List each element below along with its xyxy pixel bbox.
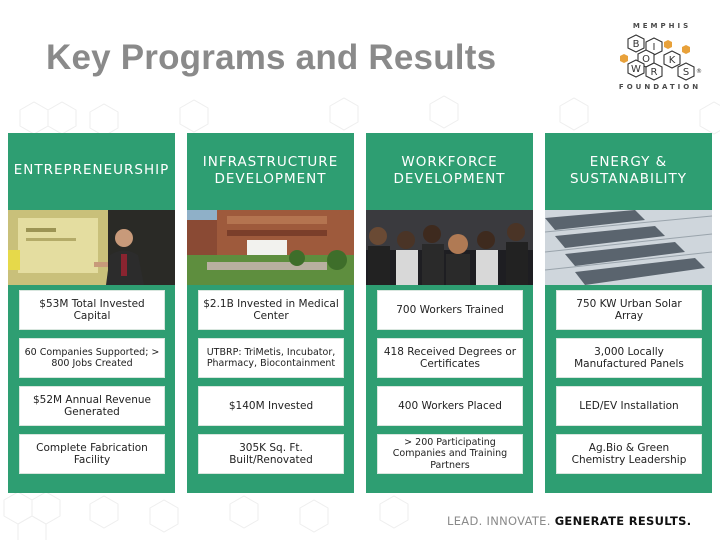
program-column-energy bbox=[545, 133, 712, 493]
result-cell: > 200 Participating Companies and Training Partners bbox=[377, 434, 523, 474]
logo-top-text: MEMPHIS bbox=[632, 22, 692, 30]
logo-letter: K bbox=[668, 55, 676, 66]
column-heading: ENTREPRENEURSHIP bbox=[13, 162, 170, 178]
logo-letter: S bbox=[682, 67, 690, 78]
logo-bottom-text: FOUNDATION bbox=[618, 83, 702, 91]
column-heading: INFRASTRUCTURE DEVELOPMENT bbox=[202, 153, 339, 187]
result-cell: 3,000 Locally Manufactured Panels bbox=[556, 338, 702, 378]
result-cell: $52M Annual Revenue Generated bbox=[19, 386, 165, 426]
result-cell: UTBRP: TriMetis, Incubator, Pharmacy, Biocontainment bbox=[198, 338, 344, 378]
presenter-photo bbox=[8, 210, 175, 285]
result-cell: $53M Total Invested Capital bbox=[19, 290, 165, 330]
result-cell: $2.1B Invested in Medical Center bbox=[198, 290, 344, 330]
result-cell: LED/EV Installation bbox=[556, 386, 702, 426]
slide-title: Key Programs and Results bbox=[46, 38, 497, 77]
tagline-bold: GENERATE RESULTS. bbox=[554, 514, 692, 528]
result-cell: $140M Invested bbox=[198, 386, 344, 426]
registered-mark: ® bbox=[696, 68, 702, 75]
logo-letter: R bbox=[650, 67, 658, 78]
memphis-bioworks-logo bbox=[606, 20, 706, 100]
tagline bbox=[447, 514, 707, 528]
result-cell: Complete Fabrication Facility bbox=[19, 434, 165, 474]
logo-hexagon-mark bbox=[616, 34, 700, 82]
result-cell: 750 KW Urban Solar Array bbox=[556, 290, 702, 330]
result-cell: 700 Workers Trained bbox=[377, 290, 523, 330]
result-cell: 305K Sq. Ft. Built/Renovated bbox=[198, 434, 344, 474]
solar-array-photo bbox=[545, 210, 712, 285]
column-heading: WORKFORCE DEVELOPMENT bbox=[393, 153, 506, 187]
program-column-workforce bbox=[366, 133, 533, 493]
result-cell: 400 Workers Placed bbox=[377, 386, 523, 426]
logo-letter: I bbox=[652, 42, 656, 53]
program-column-infrastructure bbox=[187, 133, 354, 493]
logo-letter: O bbox=[642, 54, 650, 65]
result-cell: 418 Received Degrees or Certificates bbox=[377, 338, 523, 378]
graduates-group-photo bbox=[366, 210, 533, 285]
column-heading: ENERGY & SUSTANABILITY bbox=[569, 153, 688, 187]
campus-building-photo bbox=[187, 210, 354, 285]
logo-letter: W bbox=[631, 64, 641, 75]
logo-letter: B bbox=[632, 39, 640, 50]
result-cell: 60 Companies Supported; > 800 Jobs Created bbox=[19, 338, 165, 378]
tagline-light: LEAD. INNOVATE. bbox=[447, 514, 551, 528]
result-cell: Ag.Bio & Green Chemistry Leadership bbox=[556, 434, 702, 474]
program-column-entrepreneurship bbox=[8, 133, 175, 493]
